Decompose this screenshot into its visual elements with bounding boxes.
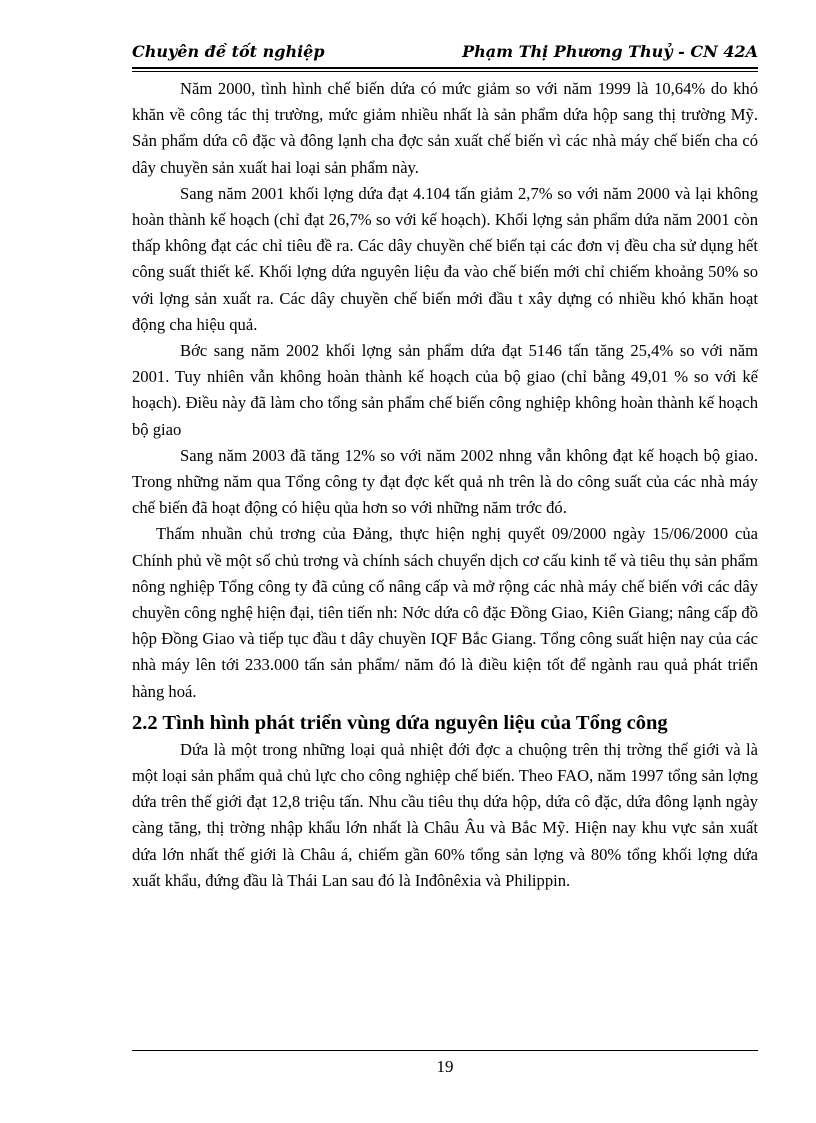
page-body [132, 76, 758, 894]
section-heading: 2.2 Tình hình phát triển vùng dứa nguyên liệu của Tổng công [132, 711, 668, 734]
header-rule [132, 67, 758, 69]
page-header [132, 40, 758, 64]
paragraph-1: Năm 2000, tình hình chế biến dứa có mức giảm so với năm 1999 là 10,64% do khó khăn về công tác thị trường, mức giảm nhiều nhất là sản phẩm dứa hộp sang thị trường Mỹ. Sản phẩm dứa cô đặc và đông lạnh cha đợc sản xuất chế biến vì các nhà máy chế biến cha có dây chuyền sản xuất hai loại sản phẩm này. [132, 79, 758, 177]
header-title: Chuyên đề tốt nghiệp [132, 42, 325, 61]
page-number: 19 [436, 1057, 454, 1076]
paragraph-3: Bớc sang năm 2002 khối lợng sản phẩm dứa đạt 5146 tấn tăng 25,4% so với năm 2001. Tuy nhiên vẫn không hoàn thành kế hoạch của bộ giao (chỉ bằng 49,01 % so với kế hoạch). Điều này đã làm cho tổng sản phẩm chế biến công nghiệp không hoàn thành kế hoạch bộ giao [132, 341, 758, 439]
paragraph-5: Thấm nhuần chủ trơng của Đảng, thực hiện nghị quyết 09/2000 ngày 15/06/2000 của Chính phủ về một số chủ trơng và chính sách chuyển dịch cơ cấu kinh tế và tiêu thụ sản phẩm nông nghiệp Tổng công ty đã củng cố nâng cấp và mở rộng các nhà máy chế biến với các dây chuyền công nghệ hiện đại, tiên tiến nh: Nớc dứa cô đặc Đồng Giao, Kiên Giang; nâng cấp đồ hộp Đồng Giao và tiếp tục đầu t dây chuyền IQF Bắc Giang. Tổng công suất hiện nay của các nhà máy lên tới 233.000 tấn sản phẩm/ năm đó là điều kiện tốt để ngành rau quả phát triển hàng hoá. [132, 524, 758, 701]
paragraph-2: Sang năm 2001 khối lợng dứa đạt 4.104 tấn giảm 2,7% so với năm 2000 và lại không hoàn thành kế hoạch (chỉ đạt 26,7% so với kế hoạch). Khối lợng sản phẩm dứa năm 2001 còn thấp không đạt các chỉ tiêu đề ra. Các dây chuyền chế biến tại các đơn vị đều cha sử dụng hết công suất thiết kế. Khối lợng dứa nguyên liệu đa vào chế biến mới chỉ chiếm khoảng 50% so với lợng sản xuất ra. Các dây chuyền chế biến mới đầu t xây dựng có nhiều khó khăn hoạt động cha hiệu quả. [132, 183, 758, 334]
paragraph-6: Dứa là một trong những loại quả nhiệt đới đợc a chuộng trên thị trờng thế giới và là một loại sản phẩm quả chủ lực cho công nghiệp chế biến. Theo FAO, năm 1997 tổng sản lợng dứa trên thế giới đạt 12,8 triệu tấn. Nhu cầu tiêu thụ dứa hộp, dứa cô đặc, dứa đông lạnh ngày càng tăng, thị trờng nhập khẩu lớn nhất là Châu Âu và Bắc Mỹ. Hiện nay khu vực sản xuất dứa lớn nhất thế giới là Châu á, chiếm gần 60% tổng sản lợng và 80% tổng khối lợng dứa xuất khẩu, đứng đầu là Thái Lan sau đó là Inđônêxia và Philippin. [132, 739, 758, 890]
header-author: Phạm Thị Phương Thuỷ - CN 42A [462, 42, 758, 61]
header-rule-thin [132, 71, 758, 72]
footer-rule [132, 1050, 758, 1051]
paragraph-4: Sang năm 2003 đã tăng 12% so với năm 2002 nhng vẫn không đạt kế hoạch bộ giao. Trong những năm qua Tổng công ty đạt đợc kết quả nh trên là do công suất của các nhà máy chế biến đã hoạt động có hiệu qủa hơn so với những năm trớc đó. [132, 445, 758, 518]
